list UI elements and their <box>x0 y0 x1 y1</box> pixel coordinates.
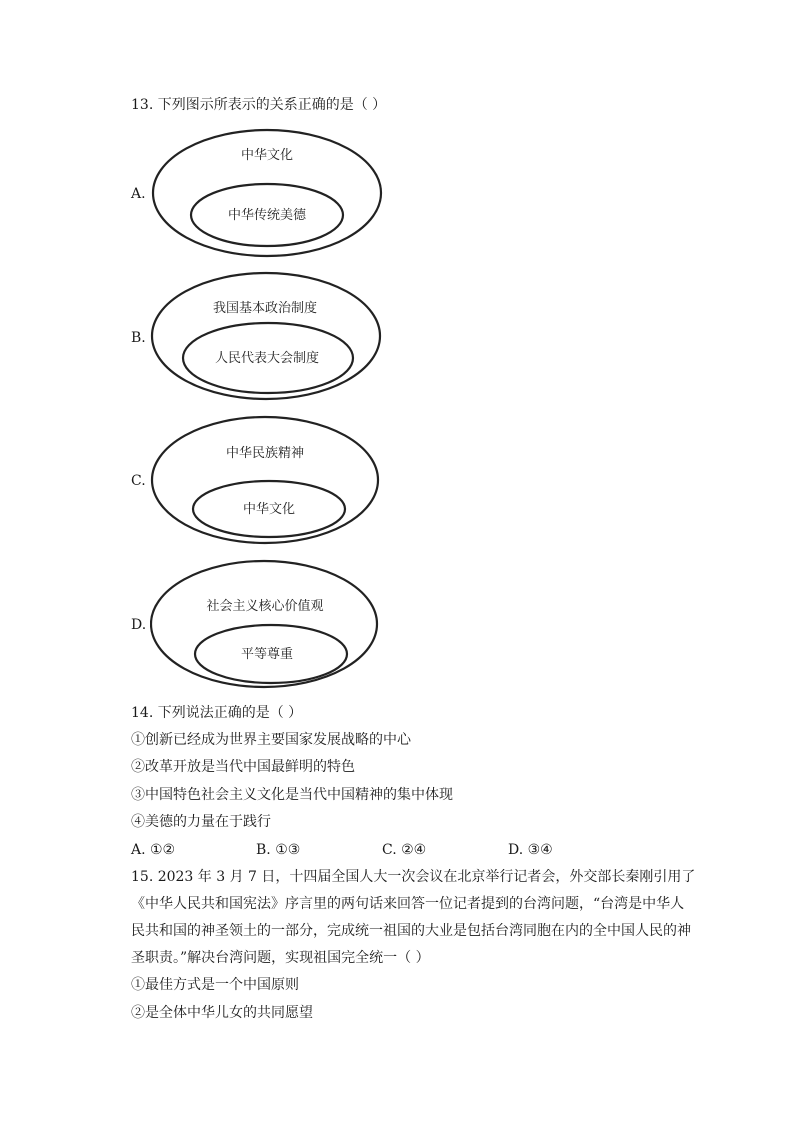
option-a-diagram <box>150 126 390 260</box>
option-a-label[interactable]: A. <box>131 186 146 202</box>
q14-choice-d[interactable]: D. ③④ <box>508 842 553 858</box>
q14-choice-c[interactable]: C. ②④ <box>382 842 427 858</box>
q15-stem-line-1: 15. 2023 年 3 月 7 日，十四届全国人大一次会议在北京举行记者会，外交部长秦刚引用了 <box>131 869 696 885</box>
q14-statement-3: ③中国特色社会主义文化是当代中国精神的集中体现 <box>131 787 453 803</box>
q14-choice-a[interactable]: A. ①② <box>131 842 176 858</box>
q14-stem: 14. 下列说法正确的是（ ） <box>131 705 303 721</box>
inner-label: 中华文化 <box>242 502 296 517</box>
q15-stem-line-3: 民共和国的神圣领土的一部分，完成统一祖国的大业是包括台湾同胞在内的全中国人民的神 <box>131 923 691 939</box>
q15-statement-2: ②是全体中华儿女的共同愿望 <box>131 1005 313 1021</box>
option-d-label[interactable]: D. <box>131 617 147 633</box>
q15-stem-line-4: 圣职责。”解决台湾问题，实现祖国完全统一（ ） <box>131 950 430 966</box>
q15-statement-1: ①最佳方式是一个中国原则 <box>131 977 299 993</box>
outer-label: 中华民族精神 <box>225 446 305 461</box>
option-b-label[interactable]: B. <box>131 330 146 346</box>
outer-label: 社会主义核心价值观 <box>206 599 324 614</box>
q15-stem-line-2: 《中华人民共和国宪法》序言里的两句话来回答一位记者提到的台湾问题，“台湾是中华人 <box>131 896 685 912</box>
q14-choice-b[interactable]: B. ①③ <box>256 842 301 858</box>
option-d-diagram <box>150 557 390 691</box>
outer-label: 我国基本政治制度 <box>212 301 318 316</box>
outer-ellipse <box>152 273 380 399</box>
option-b-diagram <box>150 270 390 404</box>
option-c-label[interactable]: C. <box>131 473 146 489</box>
inner-label: 中华传统美德 <box>227 208 307 223</box>
outer-ellipse <box>151 561 377 687</box>
q13-stem: 13. 下列图示所表示的关系正确的是（ ） <box>131 97 387 113</box>
option-c-diagram <box>150 414 390 548</box>
q14-statement-1: ①创新已经成为世界主要国家发展战略的中心 <box>131 732 411 748</box>
inner-label: 平等尊重 <box>240 647 294 662</box>
outer-label: 中华文化 <box>240 148 294 163</box>
q14-statement-4: ④美德的力量在于践行 <box>131 814 271 830</box>
q14-statement-2: ②改革开放是当代中国最鲜明的特色 <box>131 759 355 775</box>
inner-label: 人民代表大会制度 <box>214 351 320 366</box>
